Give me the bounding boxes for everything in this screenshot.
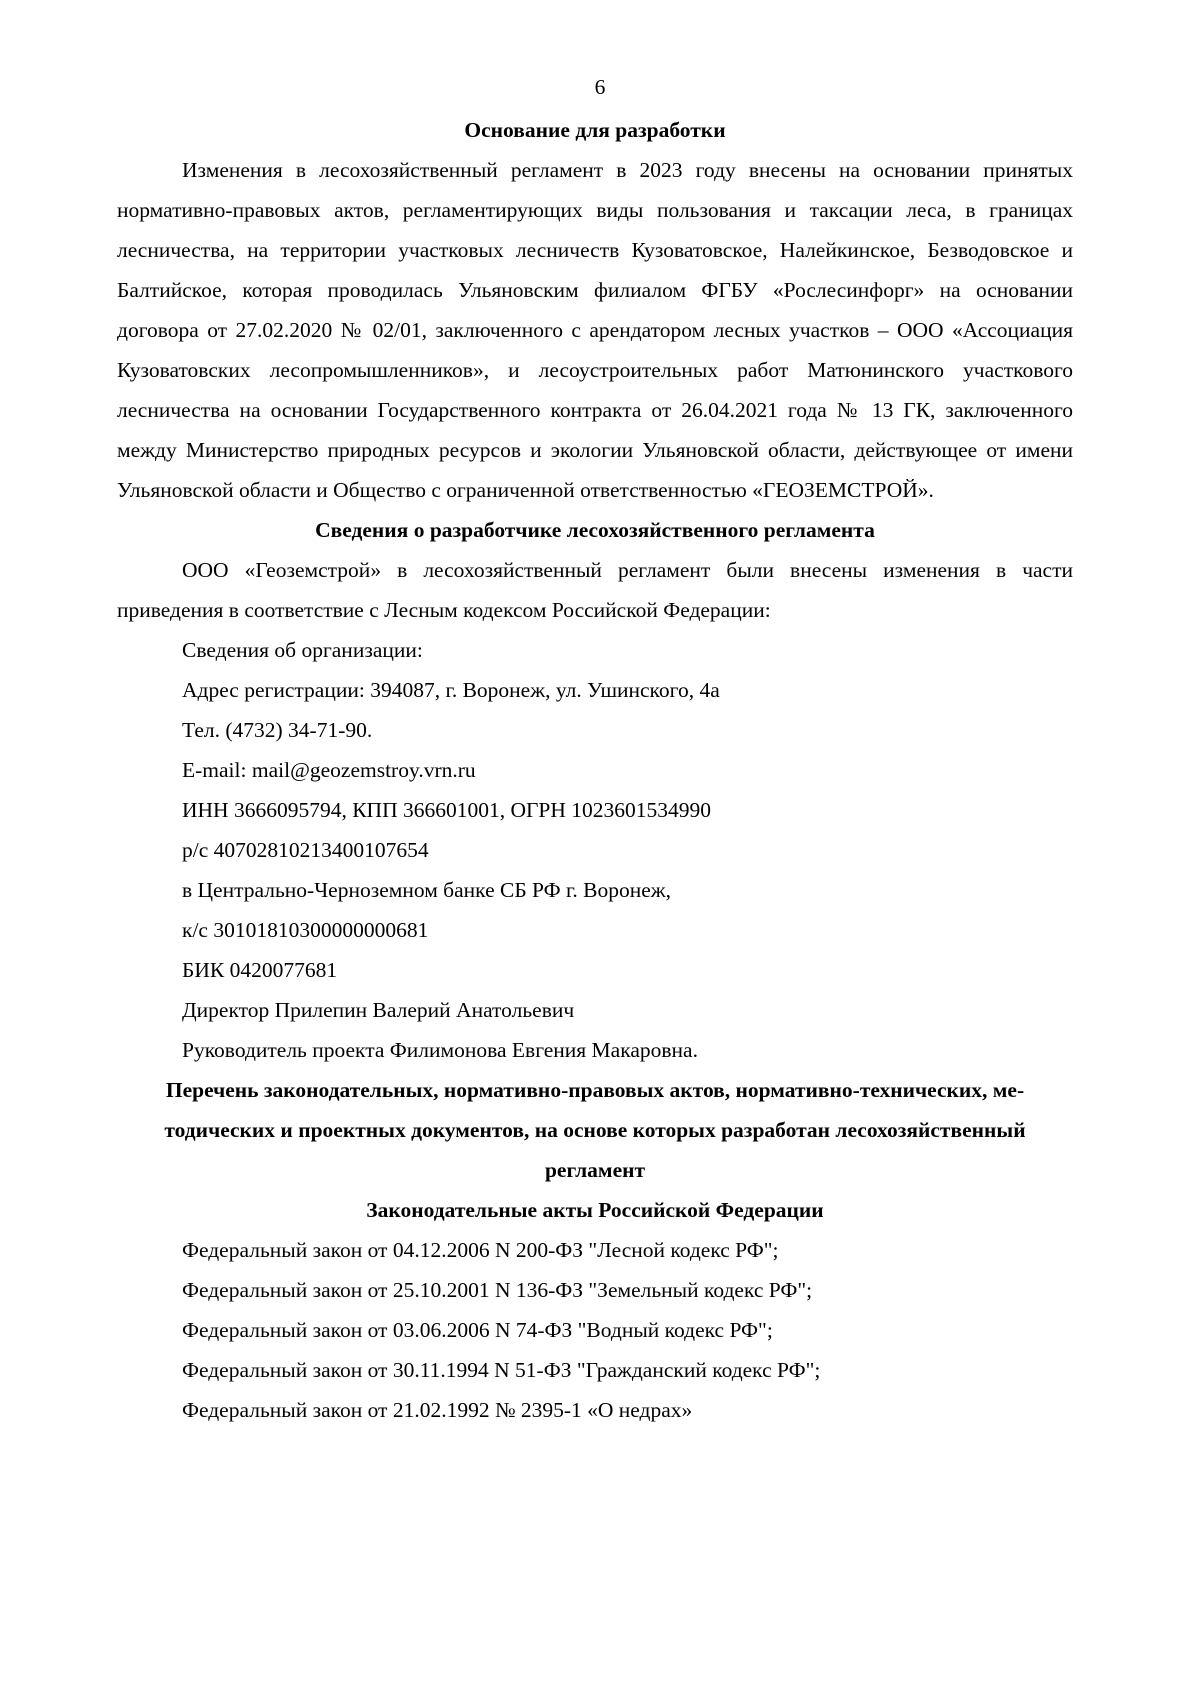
section-heading-documents — [117, 1070, 1073, 1190]
org-detail-line: Адрес регистрации: 394087, г. Воронеж, ул. Ушинского, 4а — [182, 678, 720, 702]
developer-paragraph: ООО «Геоземстрой» в лесохозяйственный регламент были внесены изменения в части приведения в соответствие с Лесным кодексом Российской Федерации: — [117, 558, 1073, 622]
page-number: 6 — [594, 75, 606, 99]
org-detail-line: БИК 0420077681 — [182, 958, 338, 982]
section-heading-basis: Основание для разработки — [464, 118, 726, 142]
law-item: Федеральный закон от 30.11.1994 N 51-ФЗ "Гражданский кодекс РФ"; — [182, 1358, 821, 1382]
law-item: Федеральный закон от 03.06.2006 N 74-ФЗ "Водный кодекс РФ"; — [182, 1318, 773, 1342]
law-item: Федеральный закон от 04.12.2006 N 200-ФЗ "Лесной кодекс РФ"; — [182, 1238, 779, 1262]
org-detail-line: E-mail: mail@geozemstroy.vrn.ru — [182, 758, 476, 782]
section-heading-line: Перечень законодательных, нормативно-правовых актов, нормативно-технических, ме- — [165, 1078, 1025, 1102]
law-item: Федеральный закон от 21.02.1992 № 2395-1 «О недрах» — [182, 1398, 693, 1422]
org-detail-line: к/с 30101810300000000681 — [182, 918, 429, 942]
org-detail-line: ИНН 3666095794, КПП 366601001, ОГРН 1023601534990 — [182, 798, 712, 822]
org-detail-line: Руководитель проекта Филимонова Евгения Макаровна. — [182, 1038, 698, 1062]
section-heading-line: регламент — [544, 1158, 646, 1182]
section-heading-developer: Сведения о разработчике лесохозяйственного регламента — [315, 518, 875, 542]
law-item: Федеральный закон от 25.10.2001 N 136-ФЗ "Земельный кодекс РФ"; — [182, 1278, 813, 1302]
subheading-legislative-acts: Законодательные акты Российской Федерации — [366, 1198, 824, 1222]
page-content — [117, 110, 1073, 1430]
org-detail-line: Тел. (4732) 34-71-90. — [182, 718, 373, 742]
section-heading-line: тодических и проектных документов, на основе которых разработан лесохозяйственный — [164, 1118, 1026, 1142]
organization-details — [117, 630, 1073, 1070]
laws-list — [117, 1230, 1073, 1430]
org-detail-line: Сведения об организации: — [182, 638, 423, 662]
org-detail-line: р/с 40702810213400107654 — [182, 838, 429, 862]
basis-paragraph: Изменения в лесохозяйственный регламент в 2023 году внесены на основании принятых нормативно-правовых актов, регламентирующих виды пользования и таксации леса, в границах лесничества, на территории участковых лесничеств Кузоватовское, Налейкинское, Безводовское и Балтийское, которая проводилась Ульяновским филиалом ФГБУ «Рослесинфорг» на основании договора от 27.02.2020 № 02/01, заключенного с арендатором лесных участков – ООО «Ассоциация Кузоватовских лесопромышленников», и лесоустроительных работ Матюнинского участкового лесничества на основании Государственного контракта от 26.04.2021 года № 13 ГК, заключенного между Министерство природных ресурсов и экологии Ульяновской области, действующее от имени Ульяновской области и Общество с ограниченной ответственностью «ГЕОЗЕМСТРОЙ». — [117, 158, 1073, 502]
org-detail-line: Директор Прилепин Валерий Анатольевич — [182, 998, 575, 1022]
org-detail-line: в Центрально-Черноземном банке СБ РФ г. Воронеж, — [182, 878, 672, 902]
